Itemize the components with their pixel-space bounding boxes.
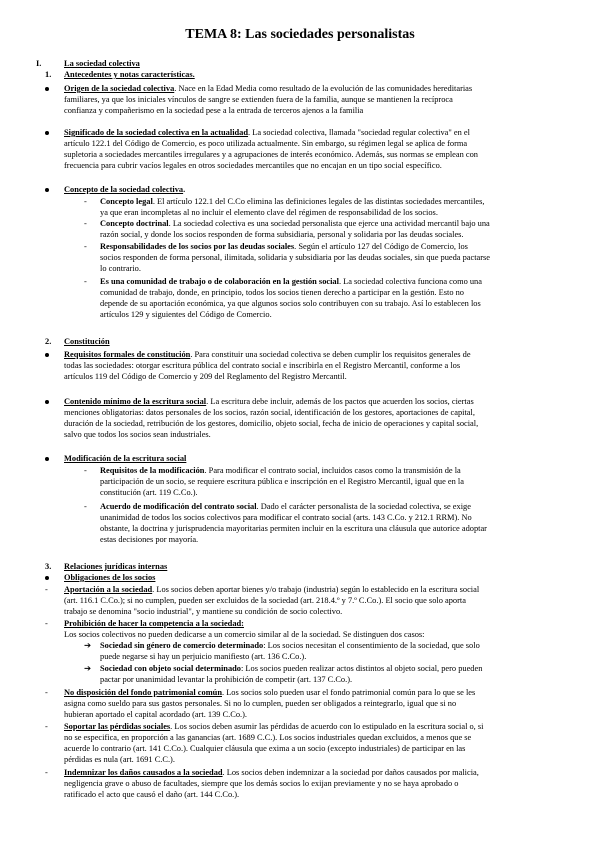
paragraph-line: estas decisiones por mayoría. <box>100 535 199 544</box>
dash-marker: - <box>84 502 87 511</box>
bullet-icon <box>45 87 49 91</box>
paragraph-line: Acuerdo de modificación del contrato social. Dado el carácter personalista de la sociedad colectiva, se exige <box>100 502 471 511</box>
paragraph-line: duración de la sociedad, retribución de los gestores, domicilio, objeto social, fecha de inicio de operaciones y capital social, <box>64 419 479 428</box>
paragraph-line: ratificado el acto que causó el daño (art. 144 C.Co.). <box>64 790 240 799</box>
bullet-icon <box>45 400 49 404</box>
paragraph-line: artículos 129 y siguientes del Código de Comercio. <box>100 310 272 319</box>
paragraph-line: Indemnizar los daños causados a la sociedad. Los socios deben indemnizar a la sociedad por daños causados por malicia, <box>64 768 479 777</box>
section-number: I. <box>36 59 42 68</box>
dash-marker: - <box>84 197 87 206</box>
page-title: TEMA 8: Las sociedades personalistas <box>185 27 415 42</box>
paragraph-line: familiares, ya que los iniciales vínculos de sangre se extienden fuera de la familia, aunque se mantienen la recíproca <box>64 95 453 104</box>
paragraph-line: razón social, y donde los socios responden de forma subsidiaria, personal y solidaria por las deudas sociales. <box>100 230 464 239</box>
bullet-icon <box>45 457 49 461</box>
paragraph-line: Requisitos formales de constitución. Para constituir una sociedad colectiva se deben cumplir los requisitos generales de <box>64 350 471 359</box>
paragraph-line: pactar por unanimidad levantar la prohibición de competir (art. 137 C.Co.). <box>100 675 353 684</box>
paragraph-line: asigna como sueldo para sus gastos personales. Si no lo cumplen, pueden ser obligados a reintegrarlo, igual que si no <box>64 699 457 708</box>
paragraph-line: salvo que todos los socios sean industriales. <box>64 430 211 439</box>
subsection-heading: Antecedentes y notas características. <box>64 70 195 79</box>
paragraph-line: comunidad de trabajo, donde, en principio, todos los socios tienen derecho a participar en la gestión. Esto no <box>100 288 464 297</box>
bullet-icon <box>45 576 49 580</box>
dash-marker: - <box>45 585 48 594</box>
paragraph-line: Los socios colectivos no pueden dedicarse a un comercio similar al de la sociedad. Se distinguen dos casos: <box>64 630 425 639</box>
paragraph-line: Contenido mínimo de la escritura social. La escritura debe incluir, además de los pactos que acuerden los socios, ciertas <box>64 397 474 406</box>
paragraph-line: hubieran aportado el capital acordado (art. 139 C.Co.). <box>64 710 248 719</box>
dash-marker: - <box>84 242 87 251</box>
paragraph-line: Sociedad con objeto social determinado: Los socios pueden realizar actos distintos al objeto social, pero pueden <box>100 664 483 673</box>
bullet-icon <box>45 353 49 357</box>
subsection-number: 3. <box>45 562 52 571</box>
paragraph-line: depende de su aportación económica, ya que algunos socios solo contribuyen con su trabajo. Así lo establecen los <box>100 299 481 308</box>
paragraph-line: frecuencia para cubrir vacíos legales en otros sociedades mercantiles que no encajan en un tipo social específico. <box>64 161 442 170</box>
subsection-number: 2. <box>45 337 52 346</box>
paragraph-line: Obligaciones de los socios <box>64 573 156 582</box>
dash-marker: - <box>84 466 87 475</box>
paragraph-line: trabajo se denomina "socio industrial", y mantiene su condición de socio colectivo. <box>64 607 343 616</box>
paragraph-line: artículos 119 del Código de Comercio y 209 del Reglamento del Registro Mercantil. <box>64 372 347 381</box>
subsection-heading: Relaciones jurídicas internas <box>64 562 168 571</box>
paragraph-line: pérdidas es nula (art. 1691 C.C.). <box>64 755 175 764</box>
paragraph-line: Es una comunidad de trabajo o de colaboración en la gestión social. La sociedad colectiva funciona como una <box>100 277 482 286</box>
bullet-icon <box>45 131 49 135</box>
paragraph-line: Modificación de la escritura social <box>64 454 187 463</box>
arrow-right-icon: ➔ <box>84 664 92 673</box>
paragraph-line: No disposición del fondo patrimonial común. Los socios solo pueden usar el fondo patrimonial común para lo que se les <box>64 688 476 697</box>
paragraph-line: puede negarse si hay un perjuicio manifiesto (art. 136 C.Co.). <box>100 652 307 661</box>
paragraph-line: Concepto legal. El artículo 122.1 del C.Co elimina las definiciones legales de las distintas sociedades mercantiles, <box>100 197 485 206</box>
paragraph-line: Responsabilidades de los socios por las deudas sociales. Según el artículo 127 del Código de Comercio, los <box>100 242 468 251</box>
subsection-heading: Constitución <box>64 337 110 346</box>
paragraph-line: Prohibición de hacer la competencia a la sociedad: <box>64 619 244 628</box>
paragraph-line: lo contrario. <box>100 264 141 273</box>
arrow-right-icon: ➔ <box>84 641 92 650</box>
paragraph-line: Origen de la sociedad colectiva. Nace en la Edad Media como resultado de la evolución de las comunidades hereditarias <box>64 84 473 93</box>
paragraph-line: constitución (art. 119 C.Co.). <box>100 488 198 497</box>
paragraph-line: Requisitos de la modificación. Para modificar el contrato social, incluidos casos como la transmisión de la <box>100 466 461 475</box>
paragraph-line: acuerde lo contrario (art. 141 C.Co.). Cualquier cláusula que exima a un socio (excepto industriales) de participar en las <box>64 744 466 753</box>
paragraph-line: obstante, la doctrina y jurisprudencia mayoritarias permiten incluir en la escritura una cláusula que autorice adoptar <box>100 524 487 533</box>
section-heading: La sociedad colectiva <box>64 59 140 68</box>
dash-marker: - <box>45 619 48 628</box>
paragraph-line: socios responden de forma personal, ilimitada, solidaria y subsidiaria por las deudas sociales, sin que pueda pactarse <box>100 253 491 262</box>
paragraph-line: (art. 116.1 C.Co.); si no cumplen, pueden ser excluidos de la sociedad (art. 218.4.º y 7.º C.Co.). El socio que solo aporta <box>64 596 466 605</box>
paragraph-line: supletoria a sociedades mercantiles irregulares y a agrupaciones de interés económico. Además, sus normas se emplean con <box>64 150 478 159</box>
dash-marker: - <box>45 688 48 697</box>
paragraph-line: no se especifica, en proporción a las ganancias (art. 1689 C.C.). Los socios industriales quedan excluidos, a menos que se <box>64 733 472 742</box>
paragraph-line: ya que eran incompletas al no incluir el elemento clave del régimen de responsabilidad de los socios. <box>100 208 438 217</box>
paragraph-line: Aportación a la sociedad. Los socios deben aportar bienes y/o trabajo (industria) según lo establecido en la escritura social <box>64 585 480 594</box>
paragraph-line: Significado de la sociedad colectiva en la actualidad. La sociedad colectiva, llamada "sociedad regular colectiva" en el <box>64 128 470 137</box>
dash-marker: - <box>45 768 48 777</box>
paragraph-line: negligencia grave o abuso de facultades, siempre que los demás socios lo exijan previamente y no se haya aprobado o <box>64 779 459 788</box>
dash-marker: - <box>84 277 87 286</box>
paragraph-line: participación de un socio, se requiere escritura pública e inscripción en el Registro Mercantil, igual que en la <box>100 477 464 486</box>
subsection-number: 1. <box>45 70 52 79</box>
paragraph-line: menciones obligatorias: datos personales de los socios, razón social, identificación de los gestores, aportaciones de capital, <box>64 408 475 417</box>
paragraph-line: todas las sociedades: otorgar escritura pública del contrato social e inscribirla en el Registro Mercantil, conforme a los <box>64 361 461 370</box>
paragraph-line: Concepto de la sociedad colectiva. <box>64 185 186 194</box>
dash-marker: - <box>84 219 87 228</box>
paragraph-line: unanimidad de todos los socios colectivos para modificar el contrato social (arts. 143 C.Co. y 212.1 RRM). No <box>100 513 472 522</box>
paragraph-line: artículo 122.1 del Código de Comercio, es poco utilizada actualmente. Sin embargo, su régimen legal se aplica de forma <box>64 139 468 148</box>
paragraph-line: Sociedad sin género de comercio determinado: Los socios necesitan el consentimiento de la sociedad, que solo <box>100 641 480 650</box>
paragraph-line: Soportar las pérdidas sociales. Los socios deben asumir las pérdidas de acuerdo con lo estipulado en la escritura social o, si <box>64 722 484 731</box>
paragraph-line: confianza y compañerismo en la sociedad pese a la entrada de terceros ajenos a la familia <box>64 106 364 115</box>
bullet-icon <box>45 188 49 192</box>
paragraph-line: Concepto doctrinal. La sociedad colectiva es una sociedad personalista que ejerce una actividad mercantil bajo una <box>100 219 490 228</box>
dash-marker: - <box>45 722 48 731</box>
